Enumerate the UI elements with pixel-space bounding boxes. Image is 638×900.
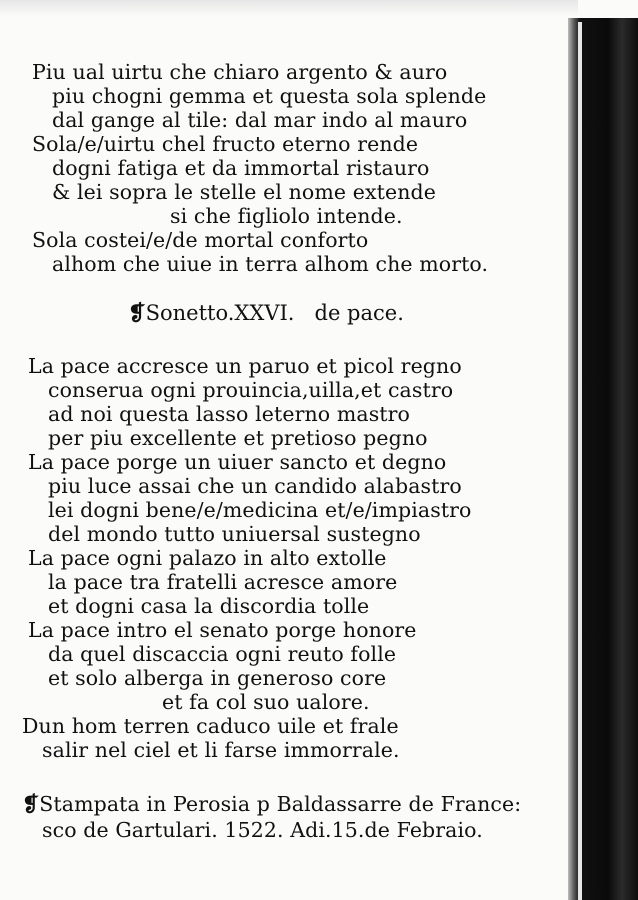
verse-line: et solo alberga in generoso core — [48, 666, 387, 690]
sonnet-heading — [128, 300, 404, 326]
verse-line: del mondo tutto uniuersal sustegno — [48, 522, 421, 546]
verse-line: La pace porge un uiuer sancto et degno — [28, 450, 447, 474]
sonnet-title: Sonetto.XXVI. — [145, 301, 295, 325]
colophon-text-1: Stampata in Perosia p Baldassarre de France: — [39, 792, 522, 816]
verse-line: Dun hom terren caduco uile et frale — [22, 714, 399, 738]
verse-line: La pace ogni palazo in alto extolle — [28, 546, 387, 570]
sonnet-subtitle: de pace. — [314, 301, 404, 325]
verse-line: dogni fatiga et da immortal ristauro — [52, 156, 430, 180]
verse-line: La pace accresce un paruo et picol regno — [28, 354, 462, 378]
verse-line: la pace tra fratelli acresce amore — [48, 570, 398, 594]
verse-line: per piu excellente et pretioso pegno — [48, 426, 428, 450]
verse-line: ad noi questa lasso leterno mastro — [48, 402, 410, 426]
colophon-line-1 — [22, 792, 521, 816]
verse-line: & lei sopra le stelle el nome extende — [52, 180, 436, 204]
verse-line: dal gange al tile: dal mar indo al mauro — [52, 108, 468, 132]
verse-line: piu luce assai che un candido alabastro — [48, 474, 462, 498]
verse-line: Piu ual uirtu che chiaro argento & auro — [32, 60, 448, 84]
verse-line: Sola costei/e/de mortal conforto — [32, 228, 369, 252]
verse-line: salir nel ciel et li farse immorrale. — [42, 738, 400, 762]
verse-line: da quel discaccia ogni reuto folle — [48, 642, 397, 666]
paragraph-mark-icon: ❡ — [22, 792, 40, 816]
paragraph-mark-icon: ❡ — [128, 300, 146, 325]
colophon-line-2: sco de Gartulari. 1522. Adi.15.de Febraio. — [42, 818, 483, 842]
verse-line: La pace intro el senato porge honore — [28, 618, 417, 642]
verse-line: et dogni casa la discordia tolle — [48, 594, 370, 618]
verse-line: et fa col suo ualore. — [162, 690, 370, 714]
verse-line: piu chogni gemma et questa sola splende — [52, 84, 487, 108]
verse-line: Sola/e/uirtu chel fructo eterno rende — [32, 132, 419, 156]
verse-line: si che figliolo intende. — [170, 204, 403, 228]
page-edge — [578, 22, 582, 900]
verse-line: alhom che uiue in terra alhom che morto. — [52, 252, 489, 276]
verse-line: conserua ogni prouincia,uilla,et castro — [48, 378, 454, 402]
verse-line: lei dogni bene/e/medicina et/e/impiastro — [48, 498, 472, 522]
page-top-shadow — [0, 0, 578, 16]
